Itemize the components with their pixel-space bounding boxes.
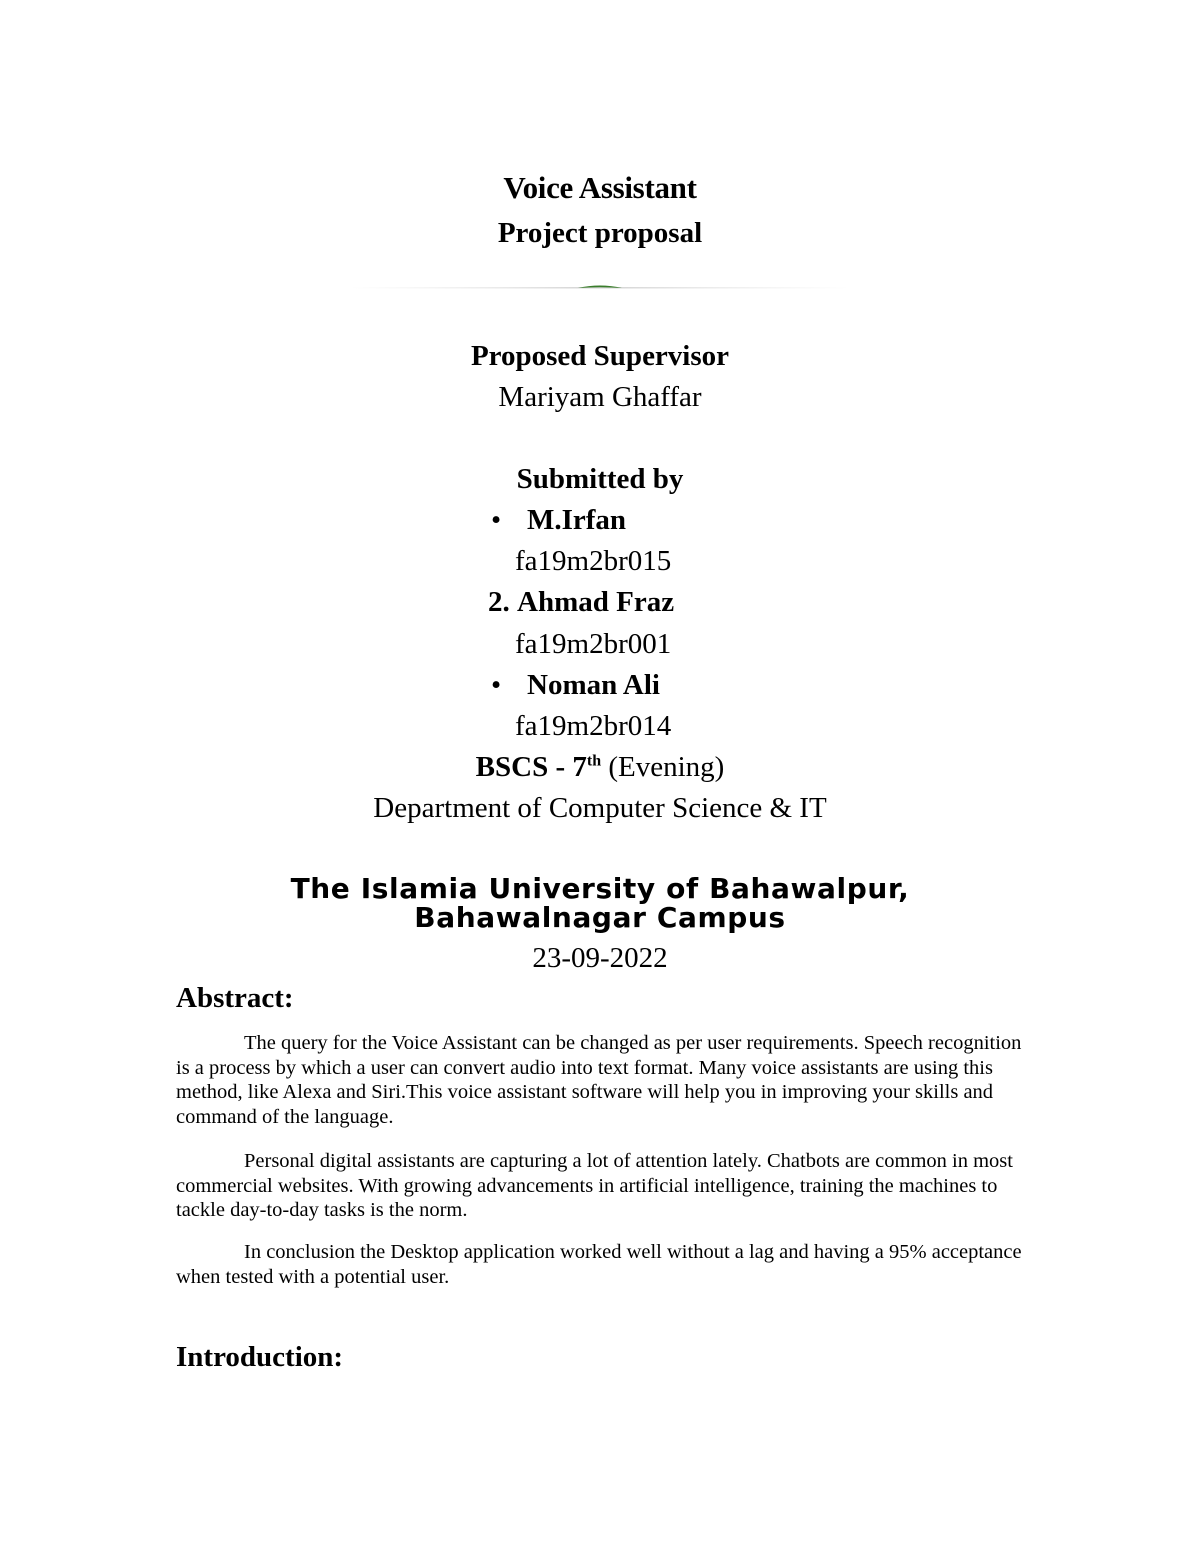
submitted-by-label: Submitted by xyxy=(516,463,684,495)
member-id: fa19m2br015 xyxy=(515,545,672,577)
member-name: M.Irfan xyxy=(527,504,627,536)
document-subtitle: Project proposal xyxy=(497,217,703,249)
department-name: Department of Computer Science & IT xyxy=(373,792,827,824)
program-semester: - 7 xyxy=(548,751,587,783)
member-id: fa19m2br001 xyxy=(515,628,672,660)
member-entry xyxy=(491,669,660,702)
decorative-divider xyxy=(350,282,850,292)
list-bullet: • xyxy=(491,669,502,701)
abstract-heading: Abstract: xyxy=(176,982,294,1014)
document-title: Voice Assistant xyxy=(503,170,697,205)
abstract-paragraph: In conclusion the Desktop application worked well without a lag and having a 95% acceptance when tested with a potential user. xyxy=(176,1241,1022,1288)
program-shift: (Evening) xyxy=(601,751,725,783)
university-name-line1: The Islamia University of Bahawalpur, xyxy=(290,872,910,905)
introduction-heading: Introduction: xyxy=(176,1341,344,1373)
supervisor-label: Proposed Supervisor xyxy=(470,340,730,372)
university-name-line2: Bahawalnagar Campus xyxy=(414,901,786,934)
member-id: fa19m2br014 xyxy=(515,710,672,742)
supervisor-name: Mariyam Ghaffar xyxy=(498,381,702,413)
list-bullet: • xyxy=(491,504,502,536)
submission-date: 23-09-2022 xyxy=(532,942,668,974)
member-entry xyxy=(488,586,674,619)
list-number: 2. xyxy=(488,586,510,618)
program-semester-suffix: th xyxy=(586,752,602,770)
abstract-paragraph: The query for the Voice Assistant can be changed as per user requirements. Speech recognition is a process by which a user can convert audio into text format. Many voice assistants are using this method, like Alexa and Siri.This voice assistant software will help you in improving your skills and command of the language. xyxy=(176,1032,1022,1128)
program-line xyxy=(0,751,1200,784)
member-name: Ahmad Fraz xyxy=(517,586,675,618)
member-name: Noman Ali xyxy=(527,669,660,701)
program-name: BSCS xyxy=(475,751,549,783)
member-entry xyxy=(491,504,626,537)
abstract-paragraph: Personal digital assistants are capturing a lot of attention lately. Chatbots are common in most commercial websites. With growing advancements in artificial intelligence, training the machines to tackle day-to-day tasks is the norm. xyxy=(176,1150,1013,1221)
